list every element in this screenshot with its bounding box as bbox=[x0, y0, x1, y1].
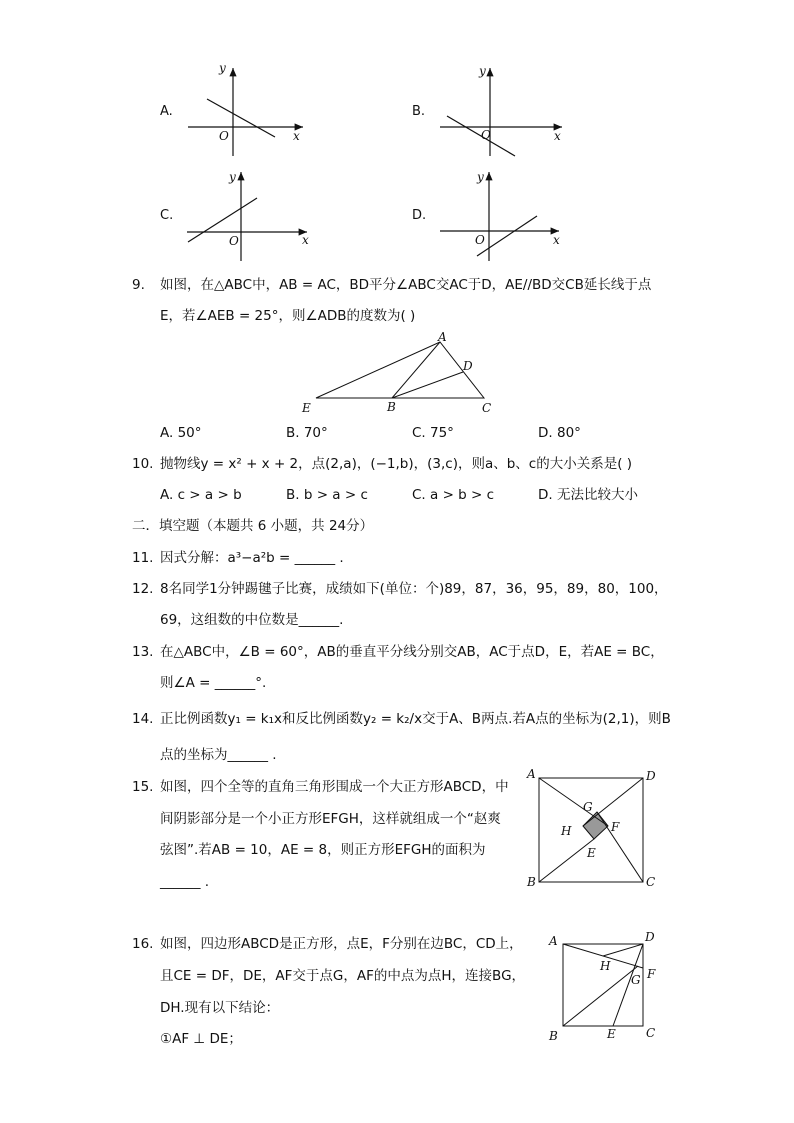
point-e-label: E bbox=[302, 401, 311, 415]
axis-x-label: x bbox=[554, 129, 561, 143]
point-g-label: G bbox=[583, 800, 593, 814]
point-d-label: D bbox=[645, 930, 655, 944]
point-b-label: B bbox=[527, 875, 536, 889]
axis-x-label: x bbox=[553, 233, 560, 247]
option-d-label: D. bbox=[412, 208, 427, 223]
point-e-label: E bbox=[587, 846, 596, 860]
point-e-label: E bbox=[607, 1027, 616, 1041]
q16-square-figure bbox=[545, 928, 675, 1046]
q16-text-line4: ①AF ⊥ DE； bbox=[160, 1031, 242, 1047]
q12-text-line1: 8名同学1分钟踢毽子比赛，成绩如下(单位：个)89，87，36，95，89，80，100， bbox=[160, 581, 668, 597]
point-a-label: A bbox=[549, 934, 558, 948]
point-h-label: H bbox=[600, 959, 611, 973]
point-a-label: A bbox=[438, 330, 447, 344]
q16-text-line3: DH.现有以下结论： bbox=[160, 1000, 280, 1016]
section-heading: 二．填空题（本题共 6 小题，共 24分） bbox=[132, 518, 374, 534]
point-c-label: C bbox=[646, 1026, 656, 1040]
q15-text-line4: ______ . bbox=[160, 874, 210, 890]
q14-number: 14. bbox=[132, 711, 154, 727]
q16-number: 16. bbox=[132, 936, 154, 952]
q9-number: 9. bbox=[132, 277, 145, 293]
point-f-label: F bbox=[647, 967, 656, 981]
option-b-label: B. bbox=[412, 104, 426, 119]
option-a-label: A. bbox=[160, 104, 173, 119]
origin-label: O bbox=[219, 129, 229, 143]
q9-choice-c[interactable]: C. 75° bbox=[412, 425, 454, 441]
q9-text-line1: 如图，在△ABC中，AB = AC，BD平分∠ABC交AC于D，AE//BD交CB延长线于点 bbox=[160, 277, 652, 293]
q10-choice-d[interactable]: D. 无法比较大小 bbox=[538, 487, 638, 503]
point-h-label: H bbox=[561, 824, 572, 838]
q10-choice-b[interactable]: B. b > a > c bbox=[286, 487, 368, 503]
q10-text: 抛物线y = x² + x + 2，点(2,a)，(−1,b)，(3,c)，则a、b、c的大小关系是( ) bbox=[160, 456, 633, 472]
point-b-label: B bbox=[549, 1029, 558, 1043]
q9-text-line2: E，若∠AEB = 25°，则∠ADB的度数为( ) bbox=[160, 308, 416, 324]
q10-number: 10. bbox=[132, 456, 154, 472]
q15-number: 15. bbox=[132, 779, 154, 795]
q10-choice-a[interactable]: A. c > a > b bbox=[160, 487, 242, 503]
q12-text-line2: 69，这组数的中位数是______. bbox=[160, 612, 344, 628]
origin-label: O bbox=[475, 233, 485, 247]
q9-choice-b[interactable]: B. 70° bbox=[286, 425, 328, 441]
graph-option-c bbox=[185, 168, 315, 263]
q9-triangle-figure bbox=[300, 332, 500, 417]
q14-text-line1: 正比例函数y₁ = k₁x和反比例函数y₂ = k₂/x交于A、B两点.若A点的坐标为(2,1)，则B bbox=[160, 711, 671, 727]
q16-text-line1: 如图，四边形ABCD是正方形，点E，F分别在边BC，CD上， bbox=[160, 936, 523, 952]
axis-y-label: y bbox=[219, 61, 226, 75]
option-c-label: C. bbox=[160, 208, 174, 223]
graph-option-b bbox=[437, 64, 567, 159]
q11-number: 11. bbox=[132, 550, 154, 566]
point-b-label: B bbox=[387, 400, 396, 414]
point-c-label: C bbox=[482, 401, 492, 415]
point-a-label: A bbox=[527, 767, 536, 781]
origin-label: O bbox=[481, 128, 491, 142]
axis-x-label: x bbox=[293, 129, 300, 143]
q13-number: 13. bbox=[132, 644, 154, 660]
point-f-label: F bbox=[611, 820, 620, 834]
point-c-label: C bbox=[646, 875, 656, 889]
point-d-label: D bbox=[463, 359, 473, 373]
point-g-label: G bbox=[631, 973, 641, 987]
q9-choice-a[interactable]: A. 50° bbox=[160, 425, 202, 441]
q13-text-line2: 则∠A = ______°. bbox=[160, 675, 267, 691]
axis-y-label: y bbox=[477, 170, 484, 184]
q15-text-line2: 间阴影部分是一个小正方形EFGH，这样就组成一个“赵爽 bbox=[160, 811, 501, 827]
q13-text-line1: 在△ABC中，∠B = 60°，AB的垂直平分线分别交AB，AC于点D，E，若AE = BC， bbox=[160, 644, 664, 660]
axis-x-label: x bbox=[302, 233, 309, 247]
q15-text-line1: 如图，四个全等的直角三角形围成一个大正方形ABCD，中 bbox=[160, 779, 509, 795]
graph-option-a bbox=[185, 61, 310, 159]
q9-choice-d[interactable]: D. 80° bbox=[538, 425, 581, 441]
q14-text-line2: 点的坐标为______ . bbox=[160, 747, 277, 763]
point-d-label: D bbox=[646, 769, 656, 783]
q15-text-line3: 弦图”.若AB = 10，AE = 8，则正方形EFGH的面积为 bbox=[160, 842, 486, 858]
q12-number: 12. bbox=[132, 581, 154, 597]
graph-option-d bbox=[437, 168, 567, 263]
q11-text: 因式分解：a³−a²b = ______ . bbox=[160, 550, 344, 566]
q16-text-line2: 且CE = DF，DE，AF交于点G，AF的中点为点H，连接BG， bbox=[160, 968, 526, 984]
origin-label: O bbox=[229, 234, 239, 248]
axis-y-label: y bbox=[229, 170, 236, 184]
q15-zhaoshuang-figure bbox=[525, 768, 665, 893]
axis-y-label: y bbox=[479, 64, 486, 78]
q10-choice-c[interactable]: C. a > b > c bbox=[412, 487, 495, 503]
